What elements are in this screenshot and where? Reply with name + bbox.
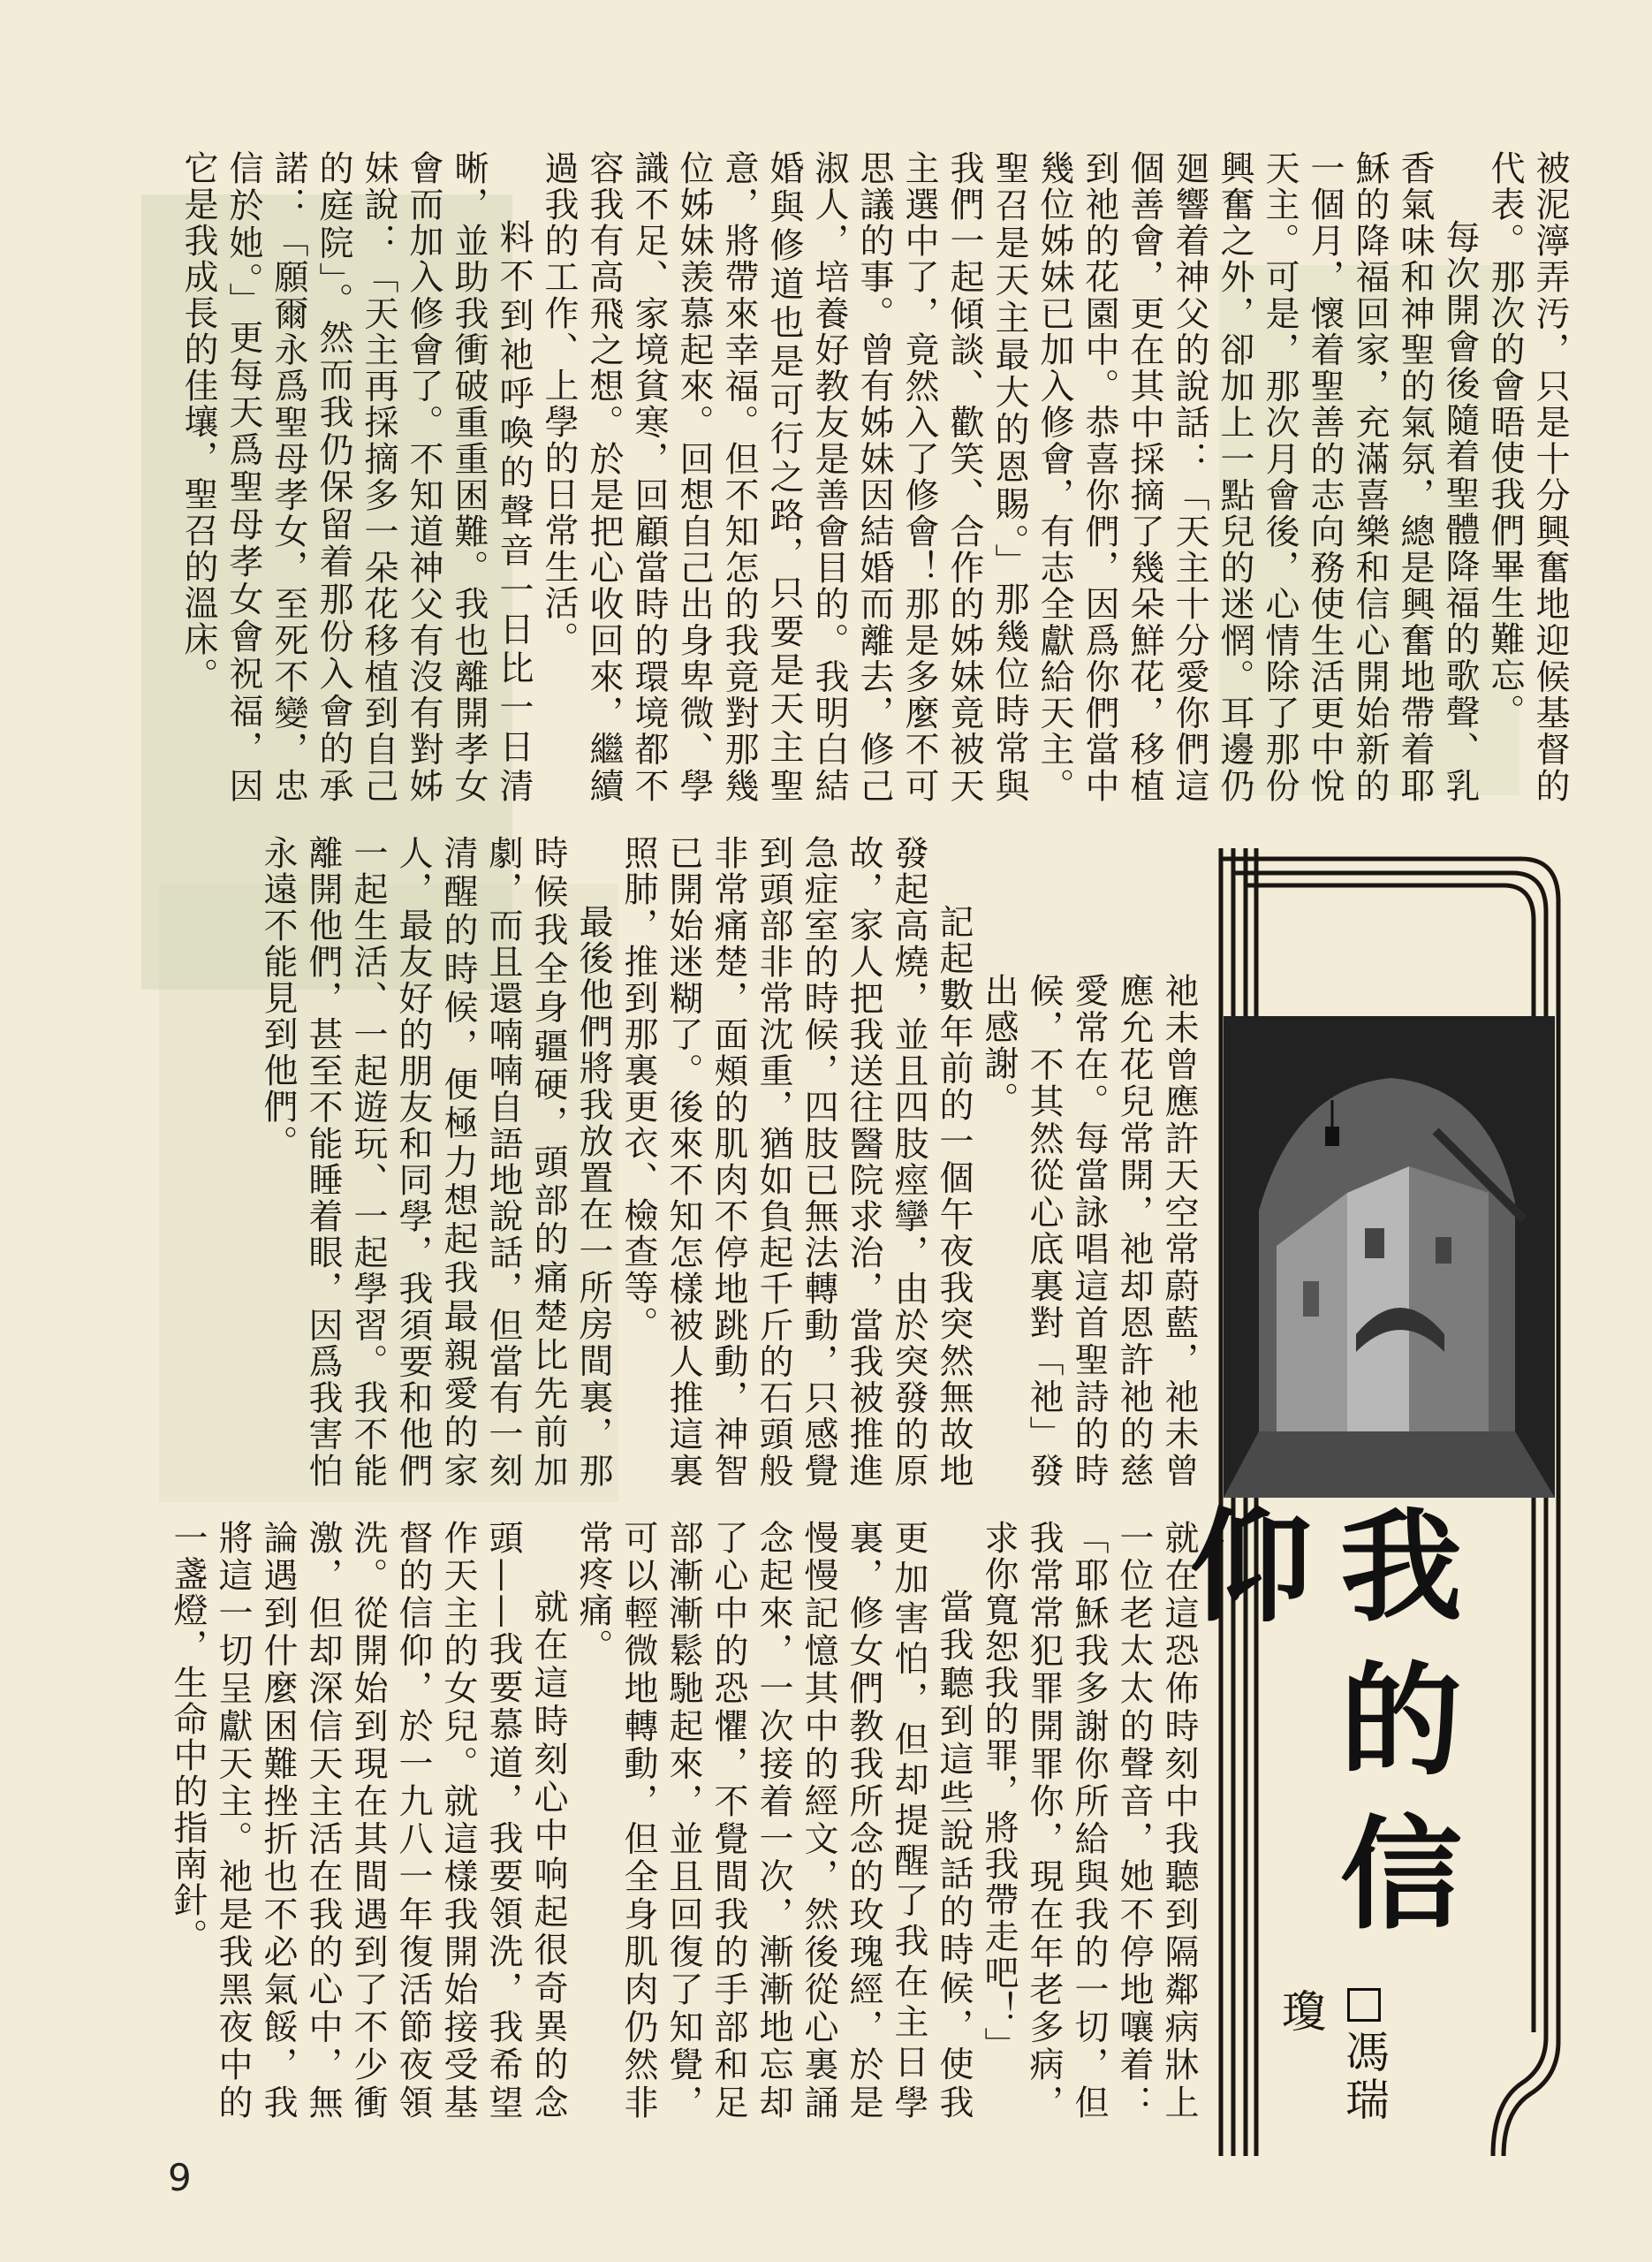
- paragraph: 祂未曾應許天空常蔚藍，祂未曾應允花兒常開，祂却恩許祂的慈愛常在。每當詠唱這首聖詩的時候，不其然從心底裏對「祂」發出感謝。: [979, 973, 1199, 1489]
- arched-alley-photo: [1224, 1016, 1555, 1498]
- middle-text-block: [168, 835, 1201, 1489]
- paragraph: 每次開會後隨着聖體降福的歌聲、乳香氣味和神聖的氣氛，總是興奮地帶着耶穌的降福回家，充滿喜樂和信心開始新的一個月，懷着聖善的志向務使生活更中悅天主。可是，那次月會後，心情除了那份興奮之外，卻加上一點兒的迷惘。耳邊仍廻響着神父的說話：「天主十分愛你們這個善會，更在其中採摘了幾朵鮮花，移植到祂的花園中。恭喜你們，因爲你們當中幾位姊妹已加入修會，有志全獻給天主。聖召是天主最大的恩賜。」那幾位時常與我們一起傾談、歡笑、合作的姊妹竟被天主選中了，竟然入了修會！那是多麼不可思議的事。曾有姊妹因結婚而離去，修己淑人，培養好教友是善會目的。我明白結婚與修道也是可行之路，只要是天主聖意，將帶來幸福。但不知怎的我竟對那幾位姊妹羡慕起來。回想自己出身卑微、學識不足、家境貧寒，回顧當時的環境都不容我有高飛之想。於是把心收回來，繼續過我的工作、上學的日常生活。: [539, 150, 1480, 804]
- paragraph: 料不到祂呼喚的聲音一日比一日清晰，並助我衝破重重困難。我也離開孝女會而加入修會了。不知道神父有沒有對姊妹說：「天主再採摘多一朵花移植到自己的庭院」。然而我仍保留着那份入會的承諾：「願爾永爲聖母孝女，至死不變，忠信於她。」更每天爲聖母孝女會祝福，因它是我成長的佳壤，聖召的溫床。: [178, 150, 534, 804]
- paragraph: 記起數年前的一個午夜我突然無故地發起高燒，並且四肢痙攣，由於突發的原故，家人把我送往醫院求治，當我被推進急症室的時候，四肢已無法轉動，只感覺到頭部非常沈重，猶如負起千斤的石頭般非常痛楚，面頰的肌肉不停地跳動，神智已開始迷糊了。後來不知怎樣被人推這裏照肺，推到那裏更衣、檢查等。: [618, 835, 974, 1489]
- paragraph: 被泥濘弄汚，只是十分興奮地迎候基督的代表。那次的會晤使我們畢生難忘。: [1485, 150, 1570, 804]
- page-number: 9: [168, 2156, 192, 2199]
- paragraph: 就在這時刻心中响起很奇異的念頭——我要慕道，我要領洗，我希望作天主的女兒。就這樣我開始接受基督的信仰，於一九八一年復活節夜領洗。從開始到現在其間遇到了不少衝激，但却深信天主活在我的心中，無論遇到什麼困難挫折也不必氣餒，我將這一切呈獻天主。祂是我黑夜中的一盞燈，生命中的指南針。: [168, 1520, 568, 2121]
- article-title: 我的信仰: [1170, 1502, 1464, 1963]
- paragraph: 當我聽到這些說話的時候，使我更加害怕，但却提醒了我在主日學裏，修女們教我所念的玫瑰經，於是慢慢記憶其中的經文，然後從心裏誦念起來，一次接着一次，漸漸地忘却了心中的恐懼，不覺間我的手部和足部漸漸鬆馳起來，並且回復了知覺，可以輕微地轉動，但全身肌肉仍然非常疼痛。: [573, 1520, 974, 2121]
- title-block: [1170, 1493, 1564, 2147]
- lower-text-block: [168, 1520, 1201, 2121]
- square-bullet-icon: [1347, 1988, 1381, 2022]
- paragraph: 就在這恐佈時刻中我聽到隔鄰病牀上一位老太太的聲音，她不停地嚷着：「耶穌我多謝你所給與我的一切，但我常常犯罪開罪你，現在年老多病，求你寬恕我的罪，將我帶走吧！」: [979, 1520, 1199, 2121]
- paragraph: 最後他們將我放置在一所房間裏，那時候我全身疆硬，頭部的痛楚比先前加劇，而且還喃喃自語地說話，但當有一刻清醒的時候，便極力想起我最親愛的家人，最友好的朋友和同學，我須要和他們一起生活、一起遊玩、一起學習。我不能離開他們，甚至不能睡着眼，因爲我害怕永遠不能見到他們。: [258, 835, 613, 1489]
- author-byline: [1275, 1988, 1396, 2156]
- author-name: 馮瑞瓊: [1275, 1988, 1390, 2124]
- upper-text-block: [168, 150, 1572, 804]
